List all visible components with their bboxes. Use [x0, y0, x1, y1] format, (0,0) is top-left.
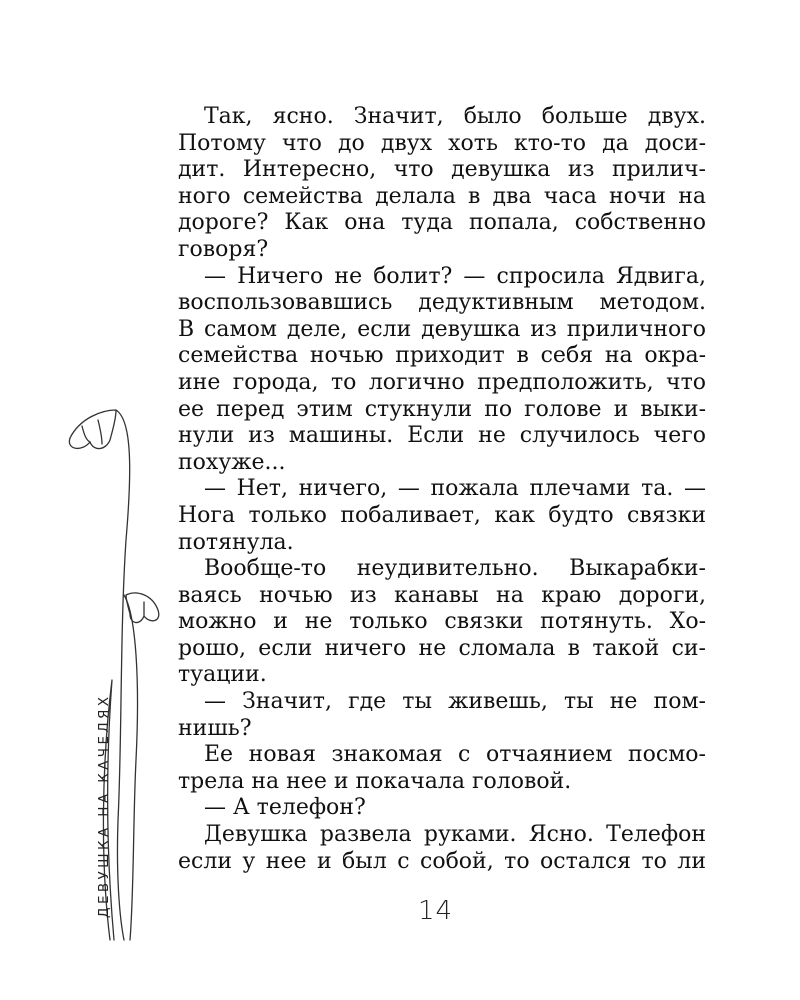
text-line: говоря?	[178, 236, 269, 262]
text-line: ваясь ночью из канавы на краю дороги,	[178, 582, 706, 608]
snowdrop-bell-lower	[126, 593, 159, 623]
page-number: 14	[418, 896, 454, 926]
text-line: Вообще-то неудивительно. Выкарабки-	[204, 556, 706, 582]
text-line: семейства ночью приходит в себя на окра-	[178, 343, 706, 369]
text-line: трела на нее и покачала головой.	[178, 768, 572, 794]
text-line: нули из машины. Если не случилось чего	[178, 423, 706, 449]
text-line: Так, ясно. Значит, было больше двух.	[204, 104, 706, 129]
text-line: дит. Интересно, что девушка из прилич-	[178, 157, 706, 183]
text-line: воспользовавшись дедуктивным методом.	[178, 290, 706, 316]
text-line: Девушка развела руками. Ясно. Телефон	[204, 822, 706, 848]
text-line: ине города, то логично предположить, что	[178, 369, 706, 395]
text-line: Нога только побаливает, как будто связки	[178, 502, 706, 528]
running-title: ДЕВУШКА НА КАЧЕЛЯХ	[96, 693, 112, 918]
flower-stem	[116, 410, 130, 940]
text-line: потянула.	[178, 529, 294, 555]
text-line: можно и не только связки потянуть. Хо-	[178, 609, 706, 635]
text-line: ного семейства делала в два часа ночи на	[178, 183, 706, 209]
text-line: В самом деле, если девушка из приличного	[178, 316, 706, 342]
text-line: ее перед этим стукнули по голове и выки-	[178, 396, 706, 422]
text-line: нишь?	[178, 715, 252, 741]
text-line: туации.	[178, 662, 267, 688]
text-line: — Значит, где ты живешь, ты не пом-	[204, 689, 706, 715]
text-line: похуже...	[178, 449, 286, 475]
text-line: — Нет, ничего, — пожала плечами та. —	[204, 476, 706, 502]
text-line: — Ничего не болит? — спросила Ядвига,	[204, 263, 706, 289]
text-line: Ее новая знакомая с отчаянием посмо-	[204, 742, 706, 768]
text-line: Потому что до двух хоть кто-то да доси-	[178, 130, 706, 156]
body-text	[178, 104, 706, 875]
snowdrop-bell-upper	[69, 410, 116, 449]
text-line: рошо, если ничего не сломала в такой си-	[178, 635, 706, 661]
flower-stem-secondary	[124, 595, 138, 940]
text-line: дороге? Как она туда попала, собственно	[178, 210, 706, 236]
text-line: если у нее и был с собой, то остался то ли	[178, 848, 706, 874]
text-line: — А телефон?	[204, 795, 366, 821]
